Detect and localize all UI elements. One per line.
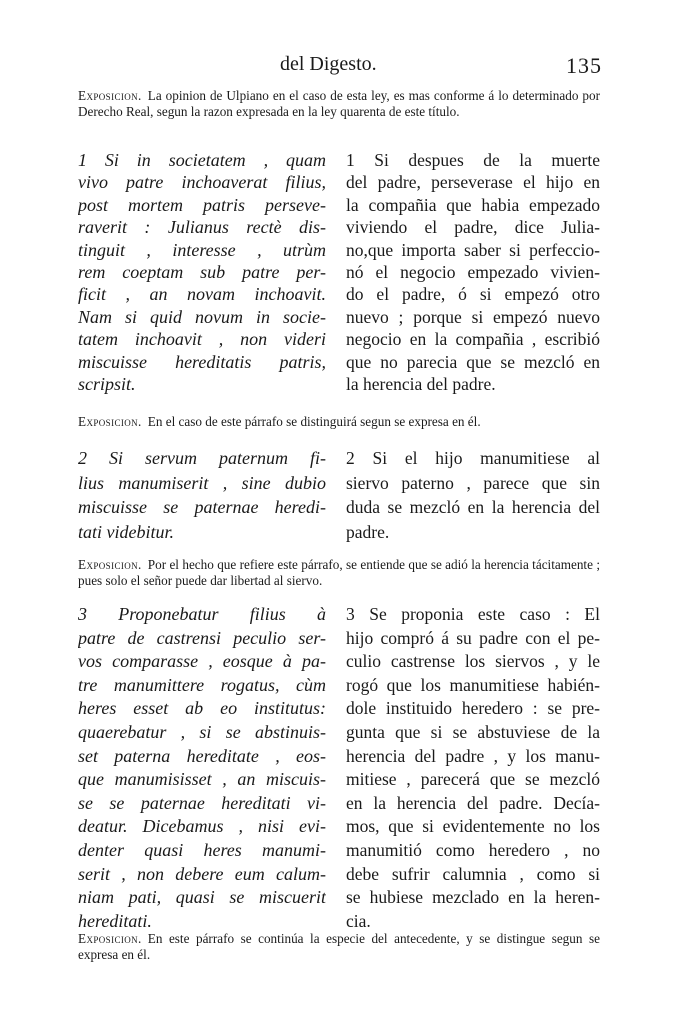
text-line: se se paternae hereditati vi-	[78, 792, 326, 813]
text-line: miscuisse hereditatis patris,	[78, 351, 326, 372]
text-line: rem coeptam sub patre per-	[78, 261, 326, 282]
text-line: mos, que si evidentemente no los	[346, 816, 600, 837]
spanish-column	[346, 604, 600, 934]
page-header	[0, 53, 682, 83]
text-line: miscuisse se paternae heredi-	[78, 497, 326, 518]
text-line: Nam si quid novum in socie-	[78, 306, 326, 327]
text-line: negocio en la compañia , escribió	[346, 329, 600, 350]
exposition-paragraph	[78, 931, 600, 963]
text-line: siervo paterno , parece que sin	[346, 472, 600, 493]
exposition-label: Exposicion.	[78, 931, 142, 946]
text-line: la compañia que habia empezado	[346, 194, 600, 215]
text-line: duda se mezcló en la herencia del	[346, 497, 600, 518]
text-line: que no parecia que se mezcló en	[346, 351, 600, 372]
text-line: tre manumittere rogatus, cùm	[78, 674, 326, 695]
text-line: tatem inchoavit , non videri	[78, 329, 326, 350]
text-line: en la herencia del padre. Decía-	[346, 792, 600, 813]
text-line: heres esset ab eo institutus:	[78, 698, 326, 719]
text-line: gunta que si se abstuviese de la	[346, 721, 600, 742]
exposition-text: En este párrafo se continúa la especie del antecedente, y se distingue segun se expresa en él.	[78, 931, 600, 962]
text-line: 1 Si in societatem , quam	[78, 150, 326, 170]
text-line: tinguit , interesse , utrùm	[78, 239, 326, 260]
text-line: 1 Si despues de la muerte	[346, 150, 600, 170]
text-line: dole instituido heredero : se pre-	[346, 698, 600, 719]
text-line: 2 Si servum paternum fi-	[78, 448, 326, 468]
text-line: vivo patre inchoaverat filius,	[78, 172, 326, 193]
text-line: serit , non debere eum calum-	[78, 863, 326, 884]
text-line: denter quasi heres manumi-	[78, 839, 326, 860]
text-line: 3 Proponebatur filius à	[78, 604, 326, 624]
exposition-paragraph	[78, 88, 600, 120]
text-line: manumitió como heredero , no	[346, 839, 600, 860]
text-line: mitiese , parecerá que se mezcló	[346, 769, 600, 790]
exposition-label: Exposicion.	[78, 557, 142, 572]
text-line: culio castrense los siervos , y le	[346, 651, 600, 672]
text-line: tati videbitur.	[78, 522, 174, 543]
text-line: raverit : Julianus rectè dis-	[78, 217, 326, 238]
text-line: nó el negocio empezado vivien-	[346, 261, 600, 282]
text-line: vos comparasse , eosque à pa-	[78, 651, 326, 672]
text-line: debe sufrir calumnia , como si	[346, 863, 600, 884]
exposition-paragraph	[78, 414, 600, 430]
spanish-column	[346, 150, 600, 396]
exposition-label: Exposicion.	[78, 88, 142, 103]
text-line: no,que importa saber si perfeccio-	[346, 239, 600, 260]
latin-column	[78, 448, 326, 547]
exposition-text: La opinion de Ulpiano en el caso de esta ley, es mas conforme á lo determinado por Derecho Real, segun la razon expresada en la ley quarenta de este título.	[78, 88, 600, 119]
text-line: padre.	[346, 522, 390, 543]
text-line: la herencia del padre.	[346, 373, 496, 394]
spanish-column	[346, 448, 600, 547]
text-line: hereditati.	[78, 910, 152, 931]
text-line: patre de castrensi peculio ser-	[78, 627, 326, 648]
page-number: 135	[566, 53, 602, 78]
text-line: post mortem patris perseve-	[78, 194, 326, 215]
text-line: 2 Si el hijo manumitiese al	[346, 448, 600, 468]
text-line: hijo compró á su padre con el pe-	[346, 627, 600, 648]
text-line: nuevo ; porque si empezó nuevo	[346, 306, 600, 327]
text-line: del padre, perseverase el hijo en	[346, 172, 600, 193]
exposition-paragraph	[78, 557, 600, 589]
text-line: quaerebatur , si se abstinuis-	[78, 721, 326, 742]
text-line: cia.	[346, 910, 371, 931]
text-line: rogó que los manumitiese habién-	[346, 674, 600, 695]
running-title: del Digesto.	[280, 53, 377, 75]
exposition-text: En el caso de este párrafo se distinguirá segun se expresa en él.	[147, 414, 481, 429]
text-line: scripsit.	[78, 373, 136, 394]
text-line: viviendo el padre, dice Julia-	[346, 217, 600, 238]
exposition-label: Exposicion.	[78, 414, 142, 429]
text-line: lius manumiserit , sine dubio	[78, 472, 326, 493]
text-line: deatur. Dicebamus , nisi evi-	[78, 816, 326, 837]
text-line: niam pati, quasi se miscuerit	[78, 887, 326, 908]
text-line: que manumisisset , an miscuis-	[78, 769, 326, 790]
latin-column	[78, 604, 326, 934]
text-line: do el padre, ó si empezó otro	[346, 284, 600, 305]
latin-column	[78, 150, 326, 396]
exposition-text: Por el hecho que refiere este párrafo, se entiende que se adió la herencia tácitamente ; pues solo el señor puede dar libertad al siervo.	[78, 557, 600, 588]
text-line: herencia del padre , y los manu-	[346, 745, 600, 766]
text-line: set paterna hereditate , eos-	[78, 745, 326, 766]
text-line: se hubiese mezclado en la heren-	[346, 887, 600, 908]
text-line: 3 Se proponia este caso : El	[346, 604, 600, 624]
text-line: ficit , an novam inchoavit.	[78, 284, 326, 305]
